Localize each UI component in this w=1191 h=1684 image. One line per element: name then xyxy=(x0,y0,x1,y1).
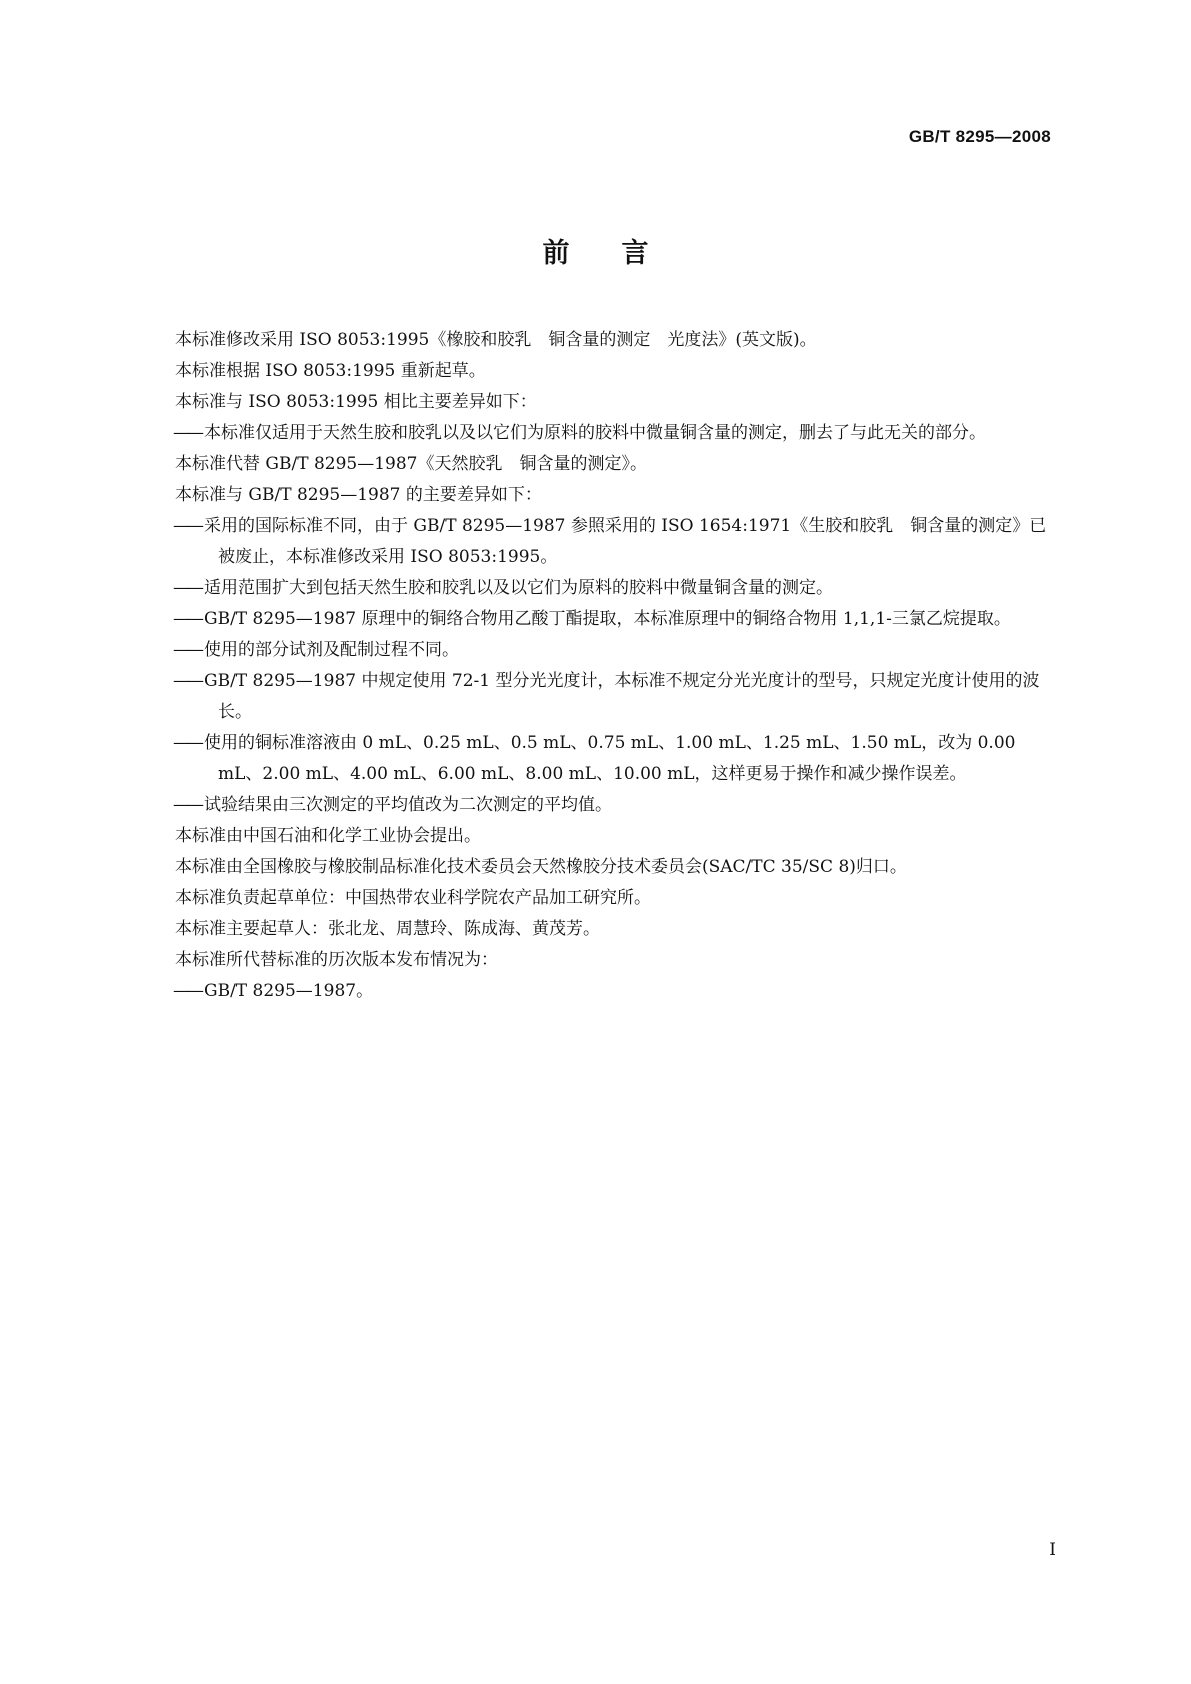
dash-marker: —— xyxy=(173,640,201,660)
paragraph: 本标准负责起草单位：中国热带农业科学院农产品加工研究所。 xyxy=(175,888,651,908)
dash-item-text: 使用的铜标准溶液由 0 mL、0.25 mL、0.5 mL、0.75 mL、1.00 mL、1.25 mL、1.50 mL，改为 0.00 mL、2.00 mL、4.00 mL、6.00 mL、8.00 mL、10.00 mL，这样更易于操作和减少操作误差。 xyxy=(204,733,1016,784)
foreword-body xyxy=(130,325,1055,1007)
dash-item-text: 使用的部分试剂及配制过程不同。 xyxy=(204,640,459,660)
page-number: I xyxy=(1049,1540,1056,1560)
dash-marker: —— xyxy=(173,516,201,536)
paragraph: 本标准与 GB/T 8295—1987 的主要差异如下： xyxy=(175,485,542,505)
paragraph: 本标准根据 ISO 8053:1995 重新起草。 xyxy=(175,361,486,381)
dash-list-item xyxy=(130,728,1055,790)
dash-list-item xyxy=(130,666,1055,728)
paragraph: 本标准主要起草人：张北龙、周慧玲、陈成海、黄茂芳。 xyxy=(175,919,600,939)
dash-marker: —— xyxy=(173,671,201,691)
paragraph: 本标准代替 GB/T 8295—1987《天然胶乳 铜含量的测定》。 xyxy=(175,454,647,474)
paragraph: 本标准修改采用 ISO 8053:1995《橡胶和胶乳 铜含量的测定 光度法》(英文版)。 xyxy=(175,330,817,350)
dash-item-text: GB/T 8295—1987。 xyxy=(204,981,374,1001)
paragraph: 本标准所代替标准的历次版本发布情况为： xyxy=(175,950,498,970)
dash-item-text: 本标准仅适用于天然生胶和胶乳以及以它们为原料的胶料中微量铜含量的测定，删去了与此无关的部分。 xyxy=(204,423,986,443)
dash-marker: —— xyxy=(173,733,201,753)
dash-list-item xyxy=(130,418,1055,449)
dash-list-item xyxy=(130,635,1055,666)
dash-list-item xyxy=(130,573,1055,604)
dash-item-text: 适用范围扩大到包括天然生胶和胶乳以及以它们为原料的胶料中微量铜含量的测定。 xyxy=(204,578,833,598)
dash-marker: —— xyxy=(173,795,201,815)
dash-marker: —— xyxy=(173,423,201,443)
dash-list-item xyxy=(130,511,1055,573)
dash-item-text: 采用的国际标准不同，由于 GB/T 8295—1987 参照采用的 ISO 1654:1971《生胶和胶乳 铜含量的测定》已被废止，本标准修改采用 ISO 8053:1995。 xyxy=(204,516,1047,567)
dash-marker: —— xyxy=(173,578,201,598)
dash-item-text: GB/T 8295—1987 原理中的铜络合物用乙酸丁酯提取，本标准原理中的铜络合物用 1,1,1-三氯乙烷提取。 xyxy=(204,609,1011,629)
dash-list-item xyxy=(130,976,1055,1007)
paragraph: 本标准由全国橡胶与橡胶制品标准化技术委员会天然橡胶分技术委员会(SAC/TC 35/SC 8)归口。 xyxy=(175,857,907,877)
paragraph: 本标准由中国石油和化学工业协会提出。 xyxy=(175,826,481,846)
dash-marker: —— xyxy=(173,609,201,629)
standard-number: GB/T 8295—2008 xyxy=(908,127,1051,146)
dash-item-text: GB/T 8295—1987 中规定使用 72-1 型分光光度计，本标准不规定分光光度计的型号，只规定光度计使用的波长。 xyxy=(204,671,1040,722)
page-title: 前言 xyxy=(542,238,701,269)
dash-item-text: 试验结果由三次测定的平均值改为二次测定的平均值。 xyxy=(204,795,612,815)
dash-marker: —— xyxy=(173,981,201,1001)
paragraph: 本标准与 ISO 8053:1995 相比主要差异如下： xyxy=(175,392,537,412)
dash-list-item xyxy=(130,604,1055,635)
dash-list-item xyxy=(130,790,1055,821)
